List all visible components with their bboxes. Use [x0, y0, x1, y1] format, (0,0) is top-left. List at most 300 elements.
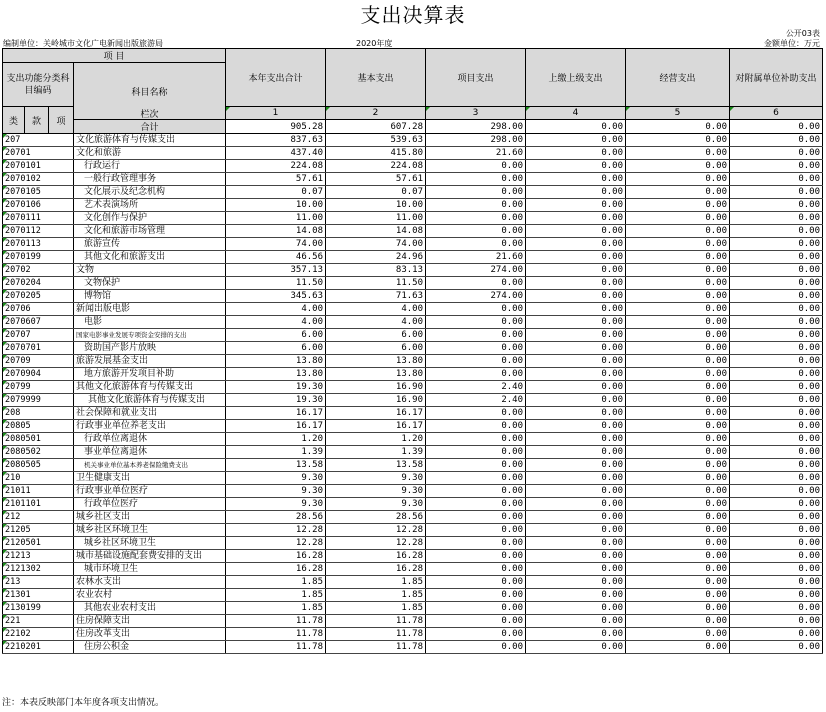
row-code: 221 — [3, 615, 74, 628]
row-value: 0.00 — [526, 550, 626, 563]
table-row — [3, 251, 823, 264]
row-name: 住房改革支出 — [74, 628, 226, 641]
xiang-header: 项 — [49, 107, 74, 134]
row-name: 城市环境卫生 — [74, 563, 226, 576]
row-value: 0.00 — [526, 173, 626, 186]
row-value: 16.90 — [326, 394, 426, 407]
col-basic-header: 基本支出 — [326, 49, 426, 107]
row-value: 0.00 — [426, 563, 526, 576]
row-value: 6.00 — [226, 329, 326, 342]
row-name: 其他文化和旅游支出 — [74, 251, 226, 264]
table-row — [3, 212, 823, 225]
code-group-header: 支出功能分类科目编码 — [3, 63, 74, 107]
table-row — [3, 277, 823, 290]
row-value: 0.00 — [526, 342, 626, 355]
row-code: 2080501 — [3, 433, 74, 446]
row-value: 0.00 — [526, 524, 626, 537]
row-value: 0.00 — [730, 511, 823, 524]
row-code: 2080505 — [3, 459, 74, 472]
row-value: 0.00 — [426, 420, 526, 433]
row-value: 4.00 — [326, 303, 426, 316]
row-value: 71.63 — [326, 290, 426, 303]
row-value: 0.00 — [730, 134, 823, 147]
row-code: 2101101 — [3, 498, 74, 511]
row-value: 13.58 — [226, 459, 326, 472]
row-value: 13.58 — [326, 459, 426, 472]
row-value: 46.56 — [226, 251, 326, 264]
row-value: 0.00 — [730, 550, 823, 563]
col-upper-header: 上缴上级支出 — [526, 49, 626, 107]
row-value: 0.00 — [626, 316, 730, 329]
row-value: 83.13 — [326, 264, 426, 277]
row-value: 0.00 — [426, 199, 526, 212]
row-value: 0.00 — [526, 225, 626, 238]
row-code: 2070205 — [3, 290, 74, 303]
row-value: 10.00 — [226, 199, 326, 212]
row-value: 0.00 — [730, 173, 823, 186]
row-value: 0.00 — [526, 277, 626, 290]
row-value: 11.78 — [326, 628, 426, 641]
row-code: 2120501 — [3, 537, 74, 550]
table-row — [3, 303, 823, 316]
row-value: 0.00 — [730, 147, 823, 160]
row-value: 0.00 — [626, 576, 730, 589]
row-value: 4.00 — [226, 303, 326, 316]
table-row — [3, 498, 823, 511]
row-value: 1.39 — [226, 446, 326, 459]
table-row — [3, 602, 823, 615]
kuan-header: 款 — [25, 107, 49, 134]
row-value: 28.56 — [326, 511, 426, 524]
row-value: 0.00 — [730, 446, 823, 459]
row-value: 9.30 — [326, 485, 426, 498]
row-value: 16.90 — [326, 381, 426, 394]
table-row — [3, 550, 823, 563]
row-name: 一般行政管理事务 — [74, 173, 226, 186]
row-value: 4.00 — [326, 316, 426, 329]
row-value: 0.00 — [730, 186, 823, 199]
total-value: 607.28 — [326, 120, 426, 134]
row-value: 0.00 — [526, 316, 626, 329]
row-value: 12.28 — [326, 537, 426, 550]
row-value: 0.00 — [426, 238, 526, 251]
row-value: 0.00 — [626, 225, 730, 238]
row-name: 文化旅游体育与传媒支出 — [74, 134, 226, 147]
row-value: 0.00 — [626, 511, 730, 524]
row-name: 旅游发展基金支出 — [74, 355, 226, 368]
row-value: 0.00 — [730, 641, 823, 654]
row-value: 0.00 — [626, 615, 730, 628]
row-value: 0.00 — [626, 433, 730, 446]
table-row — [3, 563, 823, 576]
row-code: 2070204 — [3, 277, 74, 290]
row-value: 0.00 — [626, 186, 730, 199]
table-row — [3, 199, 823, 212]
total-value: 298.00 — [426, 120, 526, 134]
row-value: 0.00 — [526, 147, 626, 160]
row-value: 539.63 — [326, 134, 426, 147]
row-value: 6.00 — [326, 342, 426, 355]
row-value: 0.00 — [626, 394, 730, 407]
table-row — [3, 225, 823, 238]
row-value: 0.00 — [426, 511, 526, 524]
table-row — [3, 134, 823, 147]
row-value: 2.40 — [426, 381, 526, 394]
row-value: 21.60 — [426, 147, 526, 160]
row-value: 437.40 — [226, 147, 326, 160]
row-code: 20706 — [3, 303, 74, 316]
table-row — [3, 238, 823, 251]
row-value: 0.00 — [426, 576, 526, 589]
row-value: 0.00 — [730, 238, 823, 251]
col-subsidy-header: 对附属单位补助支出 — [730, 49, 823, 107]
row-value: 0.00 — [426, 537, 526, 550]
row-value: 16.17 — [226, 420, 326, 433]
row-value: 0.00 — [426, 368, 526, 381]
row-value: 0.00 — [730, 615, 823, 628]
table-row — [3, 147, 823, 160]
compiling-unit-name: 关岭城市文化广电新闻出版旅游局 — [43, 39, 163, 48]
row-value: 0.00 — [730, 472, 823, 485]
row-value: 0.00 — [730, 537, 823, 550]
compiling-unit-label: 编制单位： — [3, 39, 43, 48]
row-value: 0.07 — [326, 186, 426, 199]
row-value: 0.07 — [226, 186, 326, 199]
table-row — [3, 446, 823, 459]
row-value: 0.00 — [426, 329, 526, 342]
row-code: 20709 — [3, 355, 74, 368]
table-row — [3, 407, 823, 420]
row-value: 0.00 — [526, 368, 626, 381]
row-value: 0.00 — [526, 511, 626, 524]
row-value: 1.20 — [326, 433, 426, 446]
col-num-5: 5 — [626, 107, 730, 120]
row-value: 11.78 — [326, 641, 426, 654]
row-value: 6.00 — [326, 329, 426, 342]
row-code: 2070607 — [3, 316, 74, 329]
footnote: 注：本表反映部门本年度各项支出情况。 — [2, 698, 165, 708]
row-value: 0.00 — [426, 615, 526, 628]
row-value: 11.78 — [226, 641, 326, 654]
table-row — [3, 576, 823, 589]
row-value: 16.28 — [326, 563, 426, 576]
row-code: 2079999 — [3, 394, 74, 407]
name-header: 科目名称 — [74, 63, 226, 120]
row-value: 57.61 — [326, 173, 426, 186]
row-value: 0.00 — [426, 459, 526, 472]
row-code: 2210201 — [3, 641, 74, 654]
row-value: 0.00 — [426, 225, 526, 238]
row-value: 21.60 — [426, 251, 526, 264]
row-value: 0.00 — [626, 407, 730, 420]
row-code: 2121302 — [3, 563, 74, 576]
row-value: 0.00 — [526, 537, 626, 550]
row-value: 0.00 — [626, 212, 730, 225]
row-value: 0.00 — [626, 147, 730, 160]
row-value: 224.08 — [326, 160, 426, 173]
row-code: 2070102 — [3, 173, 74, 186]
row-value: 0.00 — [526, 134, 626, 147]
col-num-1: 1 — [226, 107, 326, 120]
row-value: 74.00 — [226, 238, 326, 251]
row-value: 0.00 — [526, 576, 626, 589]
row-code: 21301 — [3, 589, 74, 602]
lei-header: 类 — [3, 107, 25, 134]
row-value: 0.00 — [730, 251, 823, 264]
row-code: 20702 — [3, 264, 74, 277]
row-value: 0.00 — [526, 355, 626, 368]
row-value: 0.00 — [526, 381, 626, 394]
row-value: 13.80 — [226, 368, 326, 381]
row-code: 22102 — [3, 628, 74, 641]
table-row — [3, 329, 823, 342]
row-value: 14.08 — [326, 225, 426, 238]
row-name: 其他农业农村支出 — [74, 602, 226, 615]
row-value: 0.00 — [526, 394, 626, 407]
row-code: 20799 — [3, 381, 74, 394]
total-value: 905.28 — [226, 120, 326, 134]
row-value: 0.00 — [626, 537, 730, 550]
row-code: 208 — [3, 407, 74, 420]
row-value: 0.00 — [626, 628, 730, 641]
row-value: 0.00 — [526, 472, 626, 485]
row-value: 0.00 — [626, 173, 730, 186]
row-name: 博物馆 — [74, 290, 226, 303]
row-value: 4.00 — [226, 316, 326, 329]
row-name: 城乡社区环境卫生 — [74, 524, 226, 537]
row-value: 0.00 — [730, 368, 823, 381]
row-value: 0.00 — [626, 342, 730, 355]
total-value: 0.00 — [626, 120, 730, 134]
row-name: 其他文化旅游体育与传媒支出 — [74, 394, 226, 407]
row-value: 0.00 — [626, 368, 730, 381]
row-name: 文化和旅游市场管理 — [74, 225, 226, 238]
row-value: 0.00 — [426, 342, 526, 355]
row-value: 0.00 — [426, 589, 526, 602]
row-value: 1.39 — [326, 446, 426, 459]
row-value: 0.00 — [426, 485, 526, 498]
row-code: 210 — [3, 472, 74, 485]
row-value: 298.00 — [426, 134, 526, 147]
row-value: 0.00 — [426, 628, 526, 641]
row-name: 城市基础设施配套费安排的支出 — [74, 550, 226, 563]
lanci-total-cell — [74, 110, 226, 134]
row-value: 0.00 — [526, 563, 626, 576]
row-value: 0.00 — [526, 589, 626, 602]
row-value: 0.00 — [730, 576, 823, 589]
row-value: 12.28 — [226, 537, 326, 550]
row-value: 0.00 — [730, 628, 823, 641]
row-code: 212 — [3, 511, 74, 524]
row-value: 1.20 — [226, 433, 326, 446]
row-value: 19.30 — [226, 381, 326, 394]
row-value: 13.80 — [226, 355, 326, 368]
table-row — [3, 160, 823, 173]
row-code: 2070112 — [3, 225, 74, 238]
row-value: 0.00 — [626, 485, 730, 498]
table-row — [3, 615, 823, 628]
row-name: 文物 — [74, 264, 226, 277]
row-value: 0.00 — [730, 199, 823, 212]
row-name: 住房公积金 — [74, 641, 226, 654]
row-value: 0.00 — [526, 615, 626, 628]
row-value: 357.13 — [226, 264, 326, 277]
row-value: 1.85 — [226, 589, 326, 602]
row-value: 0.00 — [526, 160, 626, 173]
row-value: 0.00 — [426, 602, 526, 615]
row-value: 0.00 — [730, 485, 823, 498]
row-value: 0.00 — [626, 381, 730, 394]
row-value: 0.00 — [526, 303, 626, 316]
col-total-header: 本年支出合计 — [226, 49, 326, 107]
row-name: 电影 — [74, 316, 226, 329]
row-value: 0.00 — [526, 433, 626, 446]
row-name: 艺术表演场所 — [74, 199, 226, 212]
row-name: 国家电影事业发展专项资金安排的支出 — [74, 329, 226, 342]
row-value: 0.00 — [626, 420, 730, 433]
row-value: 13.80 — [326, 368, 426, 381]
row-value: 0.00 — [526, 290, 626, 303]
row-code: 2130199 — [3, 602, 74, 615]
row-value: 9.30 — [226, 498, 326, 511]
row-value: 0.00 — [626, 238, 730, 251]
row-value: 0.00 — [730, 290, 823, 303]
row-name: 旅游宣传 — [74, 238, 226, 251]
table-row — [3, 368, 823, 381]
row-value: 0.00 — [626, 524, 730, 537]
table-row — [3, 381, 823, 394]
row-value: 13.80 — [326, 355, 426, 368]
table-row — [3, 173, 823, 186]
row-value: 0.00 — [730, 433, 823, 446]
row-value: 16.17 — [326, 407, 426, 420]
row-name: 城乡社区支出 — [74, 511, 226, 524]
table-row — [3, 472, 823, 485]
row-value: 1.85 — [226, 576, 326, 589]
row-code: 21205 — [3, 524, 74, 537]
row-value: 0.00 — [730, 407, 823, 420]
row-value: 0.00 — [526, 420, 626, 433]
row-value: 1.85 — [326, 576, 426, 589]
row-value: 0.00 — [426, 550, 526, 563]
row-value: 0.00 — [626, 589, 730, 602]
row-value: 0.00 — [730, 563, 823, 576]
report-title: 支出决算表 — [360, 3, 466, 27]
row-code: 2080502 — [3, 446, 74, 459]
table-row — [3, 459, 823, 472]
amount-unit: 金额单位：万元 — [764, 39, 820, 48]
report-year: 2020年度 — [356, 39, 393, 48]
row-value: 16.17 — [326, 420, 426, 433]
table-row — [3, 394, 823, 407]
row-name: 卫生健康支出 — [74, 472, 226, 485]
total-value: 0.00 — [730, 120, 823, 134]
row-value: 0.00 — [730, 277, 823, 290]
row-code: 20701 — [3, 147, 74, 160]
row-value: 0.00 — [626, 641, 730, 654]
row-value: 0.00 — [526, 498, 626, 511]
row-value: 11.78 — [226, 615, 326, 628]
row-code: 20707 — [3, 329, 74, 342]
row-name: 行政运行 — [74, 160, 226, 173]
row-value: 0.00 — [730, 394, 823, 407]
row-value: 1.85 — [226, 602, 326, 615]
row-value: 0.00 — [426, 277, 526, 290]
row-name: 文物保护 — [74, 277, 226, 290]
row-value: 0.00 — [626, 264, 730, 277]
row-value: 0.00 — [526, 251, 626, 264]
row-name: 文化和旅游 — [74, 147, 226, 160]
row-value: 0.00 — [730, 459, 823, 472]
row-name: 行政单位离退休 — [74, 433, 226, 446]
row-name: 农业农村 — [74, 589, 226, 602]
row-value: 274.00 — [426, 264, 526, 277]
row-value: 345.63 — [226, 290, 326, 303]
table-row — [3, 524, 823, 537]
row-code: 2070101 — [3, 160, 74, 173]
row-value: 0.00 — [526, 446, 626, 459]
row-value: 57.61 — [226, 173, 326, 186]
row-value: 0.00 — [426, 446, 526, 459]
row-value: 0.00 — [730, 602, 823, 615]
row-value: 0.00 — [426, 355, 526, 368]
row-value: 0.00 — [426, 316, 526, 329]
row-name: 新闻出版电影 — [74, 303, 226, 316]
table-row — [3, 485, 823, 498]
expenditure-table — [2, 48, 823, 654]
row-value: 24.96 — [326, 251, 426, 264]
total-value: 0.00 — [526, 120, 626, 134]
row-name: 行政单位医疗 — [74, 498, 226, 511]
row-value: 0.00 — [426, 212, 526, 225]
row-value: 0.00 — [730, 264, 823, 277]
table-row — [3, 511, 823, 524]
row-value: 0.00 — [526, 264, 626, 277]
row-value: 0.00 — [626, 199, 730, 212]
row-value: 0.00 — [626, 355, 730, 368]
item-header: 项 目 — [3, 49, 226, 63]
row-name: 事业单位离退休 — [74, 446, 226, 459]
row-value: 0.00 — [426, 173, 526, 186]
row-value: 0.00 — [526, 459, 626, 472]
row-value: 0.00 — [626, 602, 730, 615]
row-value: 16.28 — [226, 550, 326, 563]
row-value: 2.40 — [426, 394, 526, 407]
table-row — [3, 355, 823, 368]
row-code: 21011 — [3, 485, 74, 498]
row-value: 0.00 — [626, 446, 730, 459]
row-value: 0.00 — [730, 524, 823, 537]
row-value: 0.00 — [426, 472, 526, 485]
row-code: 2070111 — [3, 212, 74, 225]
row-value: 12.28 — [226, 524, 326, 537]
table-row — [3, 342, 823, 355]
row-value: 0.00 — [730, 420, 823, 433]
row-code: 2070113 — [3, 238, 74, 251]
row-value: 0.00 — [526, 186, 626, 199]
row-name: 其他文化旅游体育与传媒支出 — [74, 381, 226, 394]
row-value: 0.00 — [426, 160, 526, 173]
table-row — [3, 420, 823, 433]
row-name: 机关事业单位基本养老保险缴费支出 — [74, 459, 226, 472]
row-value: 415.80 — [326, 147, 426, 160]
row-value: 274.00 — [426, 290, 526, 303]
row-value: 11.00 — [226, 212, 326, 225]
row-value: 0.00 — [730, 498, 823, 511]
row-value: 0.00 — [626, 160, 730, 173]
table-row — [3, 628, 823, 641]
row-value: 1.85 — [326, 589, 426, 602]
